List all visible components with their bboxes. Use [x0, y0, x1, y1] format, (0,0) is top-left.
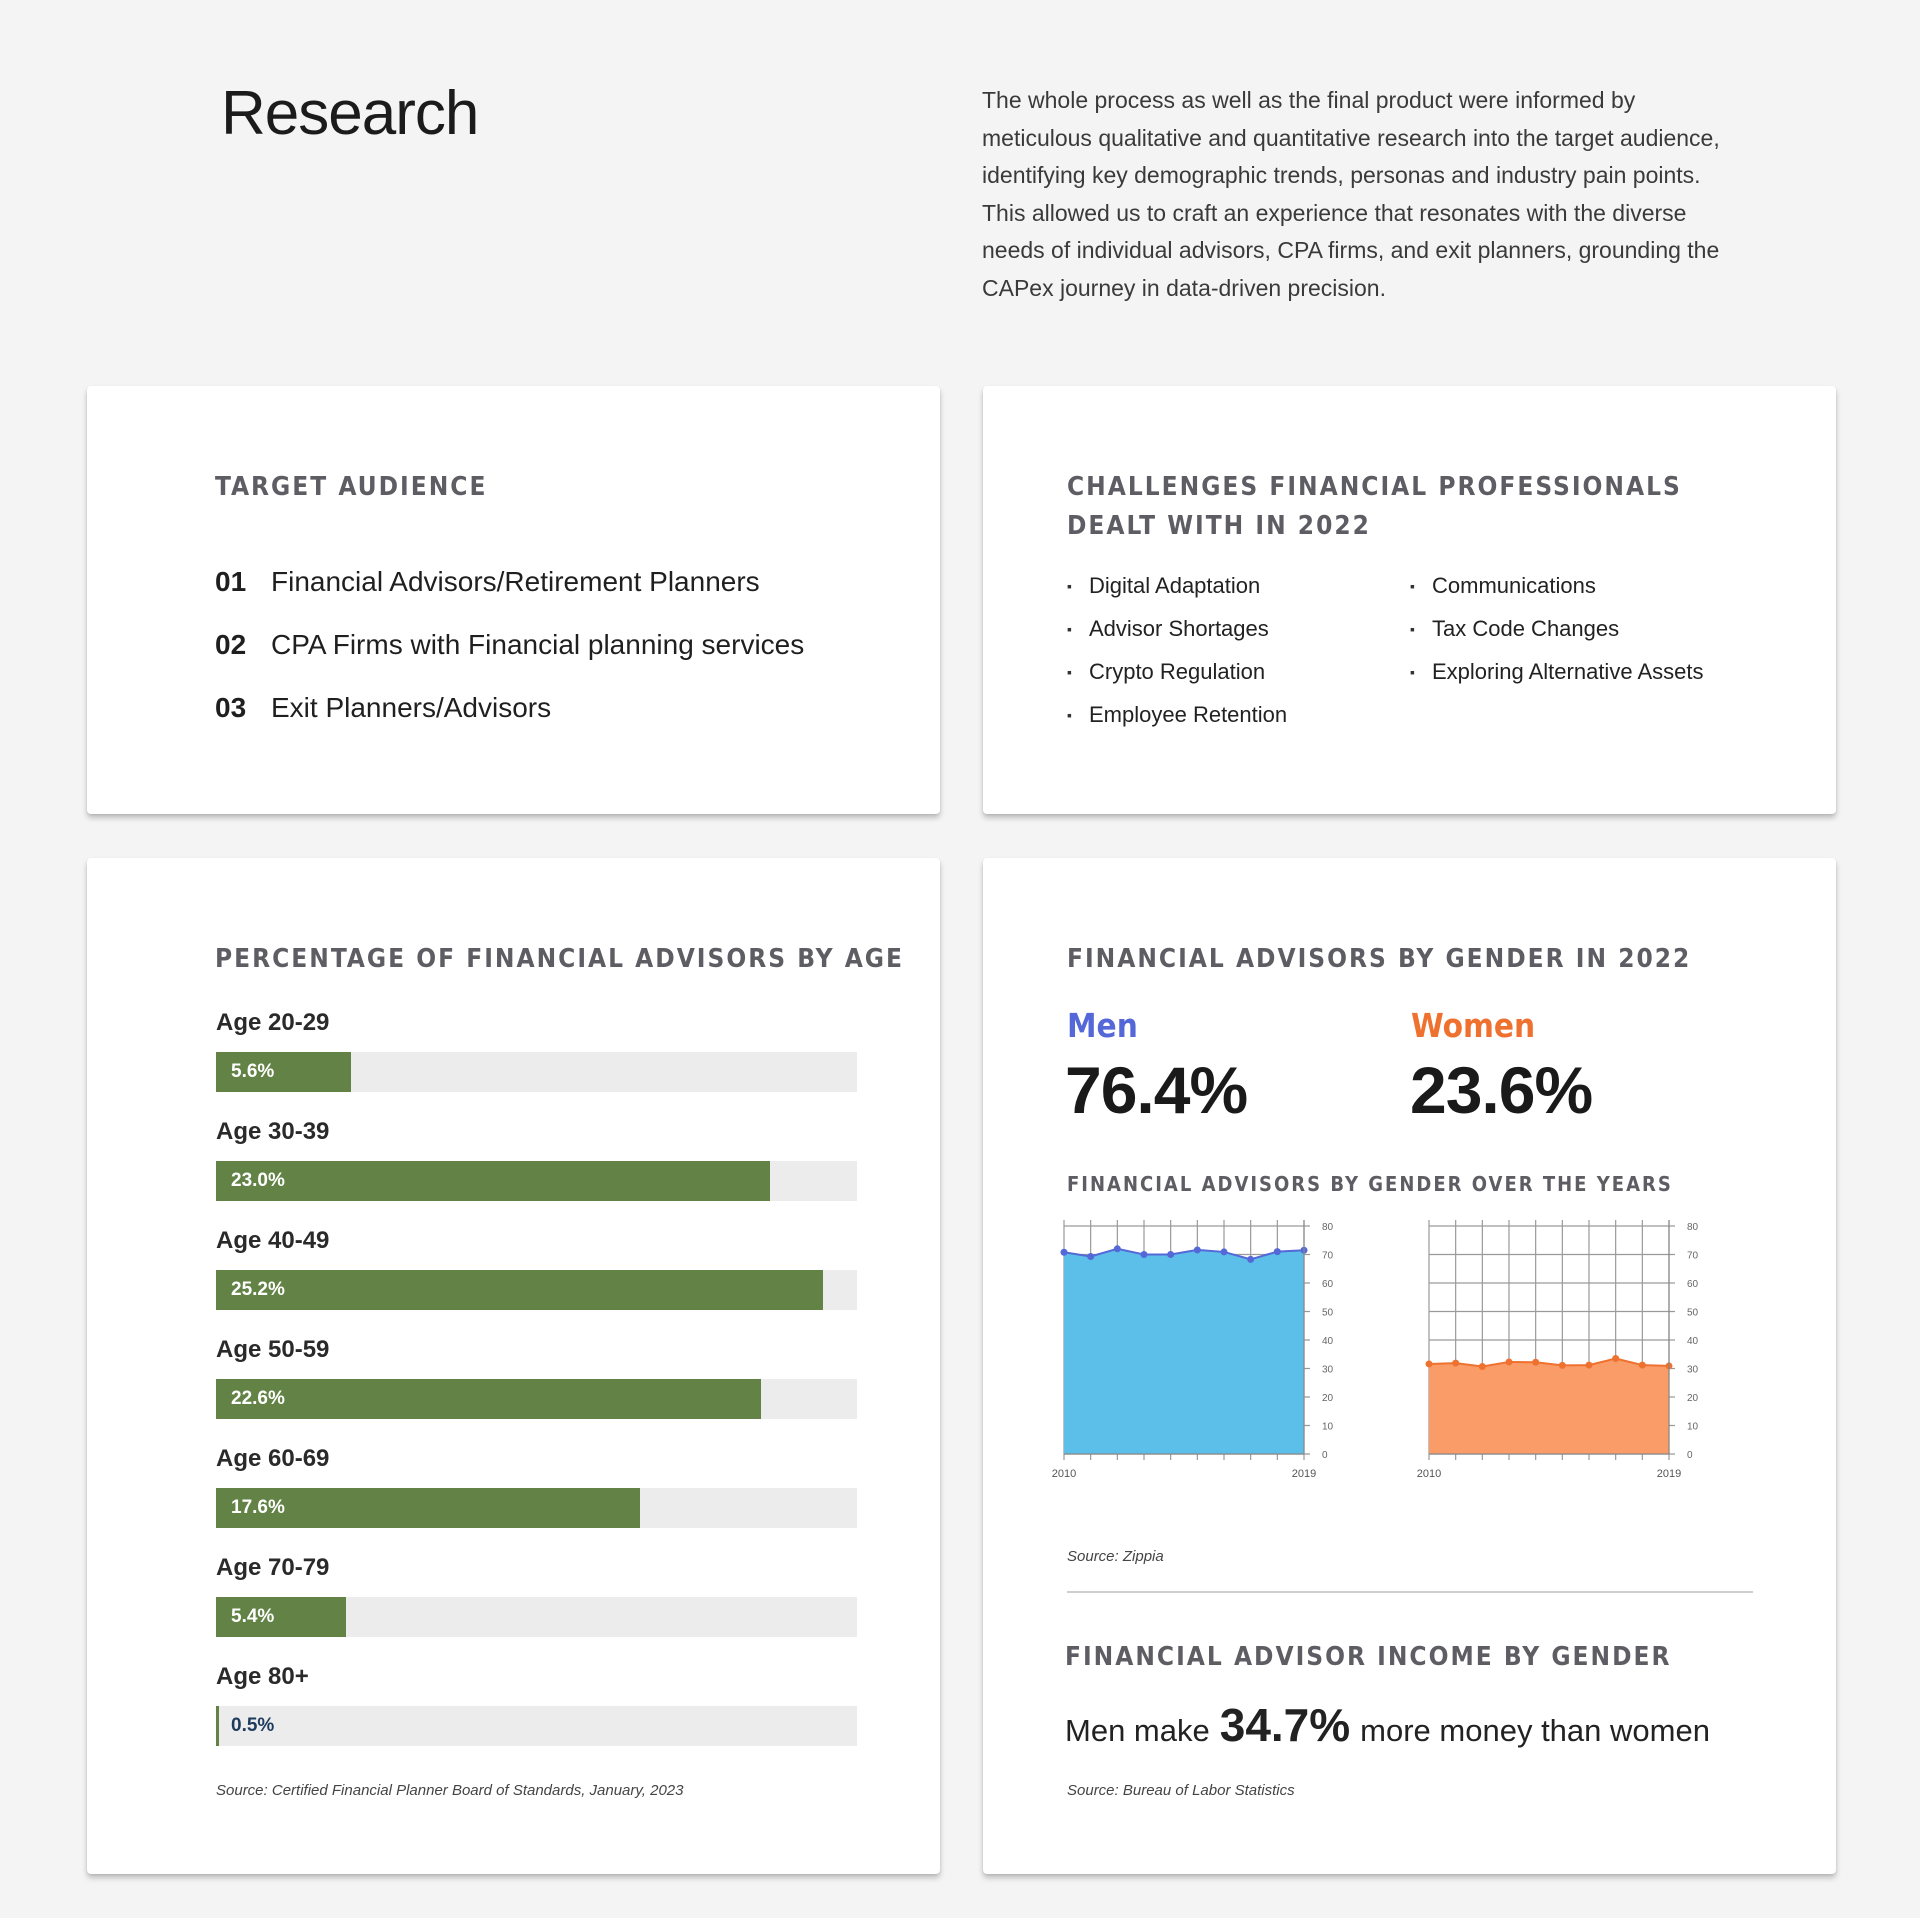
audience-item-label: Financial Advisors/Retirement Planners [271, 566, 760, 597]
challenges-list-left [1067, 564, 1287, 736]
women-point [1586, 1362, 1593, 1369]
income-statement [1065, 1698, 1710, 1752]
men-area-chart [1051, 1216, 1378, 1506]
challenge-label: Advisor Shortages [1089, 615, 1269, 641]
women-point [1612, 1355, 1619, 1362]
age-bar [216, 1706, 219, 1746]
men-point [1274, 1248, 1281, 1255]
gender-card [983, 858, 1836, 1874]
men-point [1247, 1256, 1254, 1263]
age-bar-track [216, 1052, 857, 1092]
challenge-label: Digital Adaptation [1089, 572, 1261, 598]
age-bar-row [216, 1117, 857, 1226]
y-tick-label: 60 [1687, 1279, 1699, 1290]
men-point [1167, 1251, 1174, 1258]
gender-years-heading: FINANCIAL ADVISORS BY GENDER OVER THE YEARS [1067, 1172, 1673, 1196]
gender-years-source: Source: Zippia [1067, 1548, 1164, 1565]
y-tick-label: 70 [1687, 1250, 1699, 1262]
income-heading: FINANCIAL ADVISOR INCOME BY GENDER [1065, 1642, 1672, 1672]
age-bar [216, 1270, 823, 1310]
age-bar-value: 0.5% [231, 1715, 275, 1736]
challenges-list-right [1410, 564, 1703, 693]
y-tick-label: 40 [1322, 1336, 1334, 1347]
men-point [1061, 1249, 1068, 1256]
audience-list [215, 566, 804, 755]
men-point [1114, 1245, 1121, 1252]
y-tick-label: 80 [1687, 1222, 1699, 1233]
women-area-chart [1416, 1216, 1743, 1506]
challenge-item [1410, 650, 1703, 693]
age-category-label: Age 70-79 [216, 1554, 330, 1581]
target-audience-heading: TARGET AUDIENCE [215, 472, 488, 502]
age-bar-value: 5.4% [231, 1606, 275, 1627]
age-bar [216, 1161, 770, 1201]
women-point [1559, 1362, 1566, 1369]
income-prefix: Men make [1065, 1713, 1210, 1748]
age-category-label: Age 30-39 [216, 1118, 330, 1145]
men-area [1064, 1249, 1304, 1454]
age-chart-card [87, 858, 940, 1874]
women-point [1452, 1360, 1459, 1367]
women-point [1639, 1362, 1646, 1369]
age-category-label: Age 40-49 [216, 1227, 330, 1254]
age-bar-row [216, 1444, 857, 1553]
audience-item-label: CPA Firms with Financial planning services [271, 629, 805, 660]
age-bar-row [216, 1662, 857, 1771]
bullet-icon: ▪ [1410, 663, 1415, 680]
audience-item [215, 692, 804, 755]
men-label: Men [1067, 1006, 1138, 1045]
y-tick-label: 30 [1687, 1364, 1699, 1376]
age-source: Source: Certified Financial Planner Board of Standards, January, 2023 [216, 1782, 684, 1799]
age-category-label: Age 50-59 [216, 1336, 330, 1363]
age-category-label: Age 80+ [216, 1663, 309, 1690]
y-tick-label: 10 [1322, 1421, 1334, 1433]
age-bar-value: 17.6% [231, 1497, 285, 1518]
challenge-item [1067, 564, 1287, 607]
age-bar-value: 5.6% [231, 1061, 275, 1082]
x-tick-label: 2010 [1051, 1468, 1077, 1480]
age-bar-value: 25.2% [231, 1279, 285, 1300]
challenge-item [1410, 564, 1703, 607]
men-point [1221, 1248, 1228, 1255]
age-bar-row [216, 1553, 857, 1662]
intro-paragraph: The whole process as well as the final product were informed by meticulous qualitative and quantitative research into the target audience, identifying key demographic trends, personas and industry pain points. This allowed us to craft an experience that resonates with the diverse needs of individual advisors, CPA firms, and exit planners, grounding the CAPex journey in data-driven precision. [982, 87, 1720, 301]
challenge-item [1067, 650, 1287, 693]
bullet-icon: ▪ [1067, 706, 1072, 723]
bullet-icon: ▪ [1067, 620, 1072, 637]
x-tick-label: 2019 [1291, 1468, 1317, 1480]
challenge-item [1067, 607, 1287, 650]
income-value: 34.7% [1219, 1699, 1351, 1751]
age-bar-chart [216, 1008, 857, 1771]
y-tick-label: 50 [1322, 1307, 1334, 1319]
challenges-heading-line-1: CHALLENGES FINANCIAL PROFESSIONALS [1067, 472, 1682, 502]
gender-heading: FINANCIAL ADVISORS BY GENDER IN 2022 [1067, 944, 1692, 974]
age-bar-track [216, 1161, 857, 1201]
challenge-label: Employee Retention [1089, 701, 1288, 727]
challenge-label: Crypto Regulation [1089, 658, 1266, 684]
y-tick-label: 80 [1322, 1222, 1334, 1233]
income-source: Source: Bureau of Labor Statistics [1067, 1782, 1295, 1799]
challenge-label: Exploring Alternative Assets [1432, 658, 1704, 684]
bullet-icon: ▪ [1067, 663, 1072, 680]
challenge-item [1410, 607, 1703, 650]
y-tick-label: 40 [1687, 1336, 1699, 1347]
age-bar-track [216, 1270, 857, 1310]
x-tick-label: 2019 [1656, 1468, 1682, 1480]
audience-item-number: 02 [215, 629, 247, 660]
challenge-label: Tax Code Changes [1432, 615, 1620, 641]
women-point [1506, 1358, 1513, 1365]
y-tick-label: 30 [1322, 1364, 1334, 1376]
age-bar-track [216, 1379, 857, 1419]
age-bar-track [216, 1597, 857, 1637]
y-tick-label: 0 [1687, 1450, 1693, 1461]
target-audience-card [87, 386, 940, 814]
women-label: Women [1411, 1006, 1536, 1045]
audience-item [215, 629, 804, 692]
age-bar [216, 1379, 761, 1419]
divider [1067, 1591, 1753, 1593]
challenges-card [983, 386, 1836, 814]
audience-item-number: 01 [215, 566, 247, 597]
men-point [1194, 1246, 1201, 1253]
audience-item-label: Exit Planners/Advisors [271, 692, 552, 723]
challenge-item [1067, 693, 1287, 736]
challenges-heading-line-2: DEALT WITH IN 2022 [1067, 511, 1371, 541]
women-percentage: 23.6% [1410, 1053, 1593, 1127]
women-point [1479, 1363, 1486, 1370]
y-tick-label: 20 [1322, 1393, 1334, 1404]
audience-item-number: 03 [215, 692, 247, 723]
y-tick-label: 20 [1687, 1393, 1699, 1404]
challenges-heading [1067, 468, 1682, 546]
men-point [1141, 1251, 1148, 1258]
women-area [1429, 1359, 1669, 1454]
income-suffix: more money than women [1360, 1713, 1710, 1748]
age-bar-row [216, 1335, 857, 1444]
age-category-label: Age 60-69 [216, 1445, 330, 1472]
women-point [1426, 1360, 1433, 1367]
men-percentage: 76.4% [1065, 1053, 1248, 1127]
y-tick-label: 70 [1322, 1250, 1334, 1262]
age-bar-row [216, 1226, 857, 1335]
x-tick-label: 2010 [1416, 1468, 1442, 1480]
bullet-icon: ▪ [1410, 577, 1415, 594]
age-chart-heading: PERCENTAGE OF FINANCIAL ADVISORS BY AGE [215, 944, 904, 974]
y-tick-label: 50 [1687, 1307, 1699, 1319]
age-bar-track [216, 1488, 857, 1528]
bullet-icon: ▪ [1067, 577, 1072, 594]
y-tick-label: 0 [1322, 1450, 1328, 1461]
page-title: Research [221, 79, 479, 148]
challenge-label: Communications [1432, 572, 1596, 598]
y-tick-label: 60 [1322, 1279, 1334, 1290]
women-point [1532, 1359, 1539, 1366]
age-category-label: Age 20-29 [216, 1009, 330, 1036]
men-point [1087, 1253, 1094, 1260]
bullet-icon: ▪ [1410, 620, 1415, 637]
y-tick-label: 10 [1687, 1421, 1699, 1433]
age-bar-value: 22.6% [231, 1388, 285, 1409]
age-bar-value: 23.0% [231, 1170, 285, 1191]
age-bar-track [216, 1706, 857, 1746]
audience-item [215, 566, 804, 629]
age-bar-row [216, 1008, 857, 1117]
